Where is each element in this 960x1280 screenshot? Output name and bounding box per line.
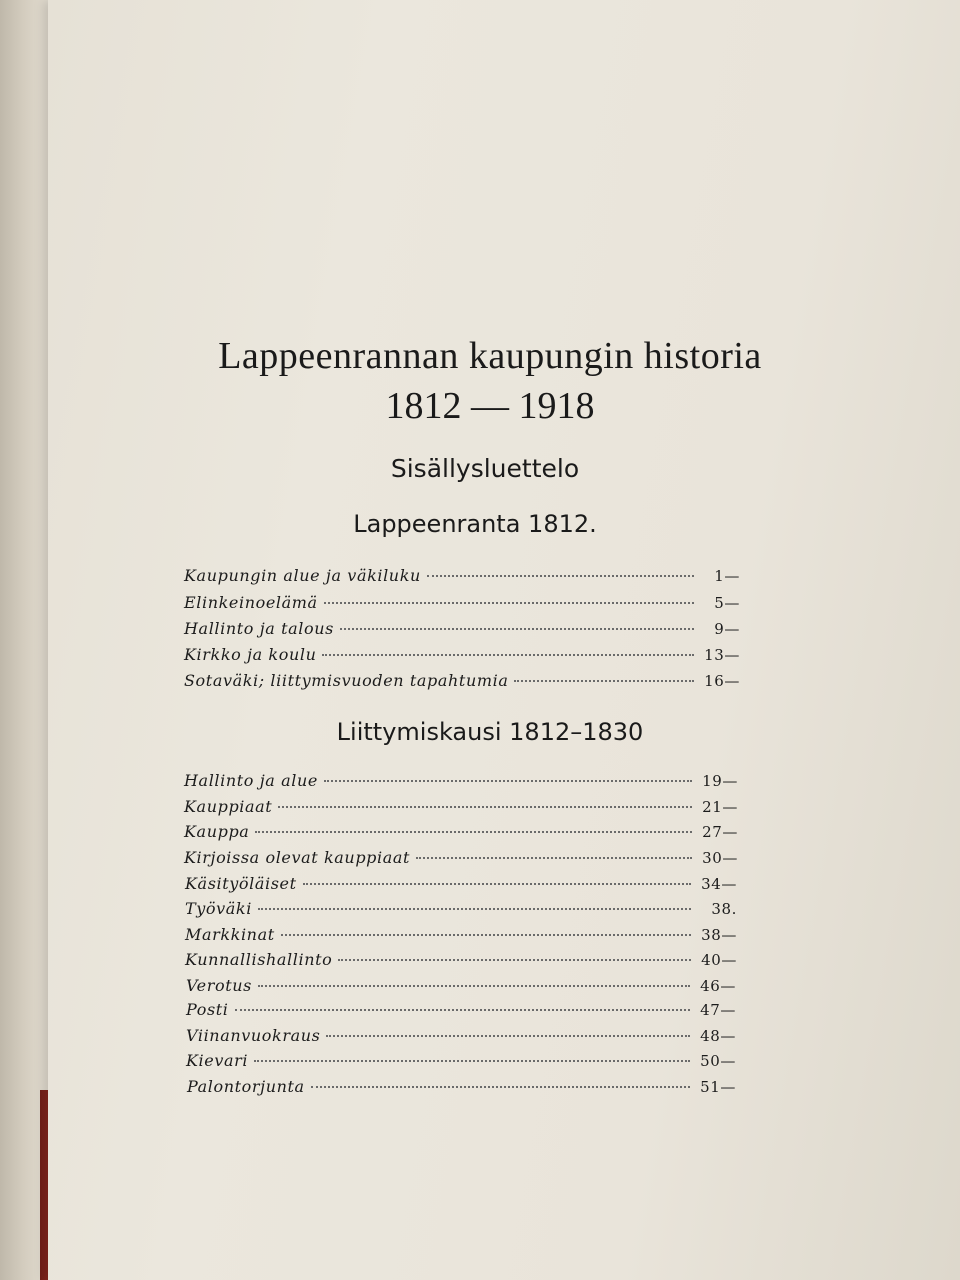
toc-entry-page: 48— <box>700 1027 736 1045</box>
toc-entry <box>184 822 738 846</box>
leader-dots <box>324 602 694 604</box>
toc-entry <box>184 848 738 872</box>
book-title-years: 1812 — 1918 <box>385 385 595 427</box>
toc-entry-page: 38. <box>711 900 737 918</box>
leader-dots <box>255 831 692 833</box>
leader-dots <box>324 780 692 782</box>
toc-entry-label: Kaupungin alue ja väkiluku <box>184 566 421 585</box>
toc-entry-page: 30— <box>702 849 738 867</box>
toc-entry-page: 19— <box>702 772 738 790</box>
toc-entry <box>187 1077 736 1101</box>
toc-entry-label: Käsityöläiset <box>185 874 297 893</box>
toc-entry <box>185 950 737 974</box>
toc-entry-label: Työväki <box>185 899 252 918</box>
toc-entry-label: Markkinat <box>185 925 275 944</box>
leader-dots <box>416 857 692 859</box>
toc-entry-label: Kauppa <box>184 822 250 841</box>
toc-entry-label: Posti <box>186 1000 229 1019</box>
toc-entry <box>186 976 736 1000</box>
toc-entry <box>184 619 740 643</box>
toc-entry-page: 21— <box>702 798 738 816</box>
toc-entry <box>184 797 738 821</box>
leader-dots <box>311 1086 690 1088</box>
leader-dots <box>258 985 690 987</box>
leader-dots <box>427 575 694 577</box>
toc-entry-page: 13— <box>704 646 740 664</box>
toc-entry-page: 1— <box>714 567 740 585</box>
toc-entry-label: Palontorjunta <box>187 1077 305 1096</box>
toc-entry-page: 46— <box>700 977 736 995</box>
toc-entry-page: 50— <box>700 1052 736 1070</box>
toc-entry-label: Sotaväki; liittymisvuoden tapahtumia <box>184 671 509 690</box>
leader-dots <box>340 628 694 630</box>
toc-entry-label: Kirjoissa olevat kauppiaat <box>184 848 411 867</box>
leader-dots <box>338 959 691 961</box>
toc-entry-page: 16— <box>704 672 740 690</box>
leader-dots <box>514 680 694 682</box>
toc-entry <box>184 645 740 669</box>
toc-entry <box>185 874 737 898</box>
leader-dots <box>281 934 691 936</box>
toc-entry <box>185 925 737 949</box>
toc-entry <box>184 593 740 617</box>
toc-entry <box>184 671 740 695</box>
toc-entry-label: Elinkeinoelämä <box>184 593 318 612</box>
toc-entry-label: Viinanvuokraus <box>186 1026 321 1045</box>
leader-dots <box>258 908 691 910</box>
toc-heading: Sisällysluettelo <box>390 454 580 483</box>
toc-entry <box>186 1051 736 1075</box>
leader-dots <box>278 806 692 808</box>
toc-entry <box>186 1026 736 1050</box>
toc-entry-page: 51— <box>700 1078 736 1096</box>
toc-entry <box>184 771 738 795</box>
book-title: Lappeenrannan kaupungin historia <box>218 335 762 377</box>
section-heading: Lappeenranta 1812. <box>353 510 597 538</box>
leader-dots <box>322 654 694 656</box>
toc-entry-label: Verotus <box>186 976 252 995</box>
leader-dots <box>326 1035 690 1037</box>
toc-entry-page: 34— <box>701 875 737 893</box>
toc-entry-label: Kirkko ja koulu <box>184 645 317 664</box>
toc-entry-page: 5— <box>714 594 740 612</box>
toc-entry <box>186 1000 736 1024</box>
toc-entry-page: 9— <box>714 620 740 638</box>
toc-entry-page: 40— <box>701 951 737 969</box>
toc-entry-label: Kievari <box>186 1051 249 1070</box>
toc-entry-label: Kunnallishallinto <box>185 950 333 969</box>
toc-entry-page: 27— <box>702 823 738 841</box>
leader-dots <box>235 1009 690 1011</box>
toc-entry <box>184 566 740 590</box>
section-heading: Liittymiskausi 1812–1830 <box>336 718 644 746</box>
toc-entry-label: Hallinto ja talous <box>184 619 334 638</box>
toc-entry <box>185 899 737 923</box>
toc-entry-page: 38— <box>701 926 737 944</box>
toc-entry-label: Hallinto ja alue <box>184 771 318 790</box>
toc-entry-page: 47— <box>700 1001 736 1019</box>
leader-dots <box>303 883 691 885</box>
leader-dots <box>254 1060 690 1062</box>
toc-entry-label: Kauppiaat <box>184 797 273 816</box>
